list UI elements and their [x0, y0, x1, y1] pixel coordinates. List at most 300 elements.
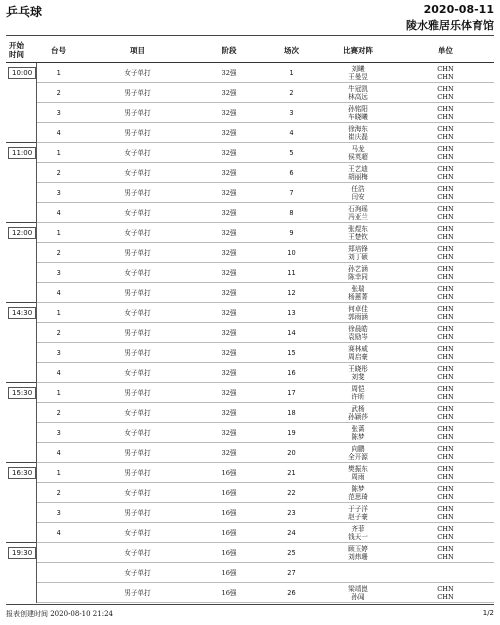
- stage-cell: 16强: [194, 463, 264, 483]
- unit-two: CHN: [437, 352, 454, 361]
- unit-two: CHN: [437, 252, 454, 261]
- unit-two: CHN: [437, 432, 454, 441]
- players-cell: [319, 523, 397, 543]
- players-cell: [319, 343, 397, 363]
- event-cell: 女子单打: [81, 303, 194, 323]
- event-cell: 女子单打: [81, 163, 194, 183]
- start-time: 15:30: [8, 387, 36, 399]
- match-no-cell: 26: [264, 583, 319, 603]
- players-cell: [319, 283, 397, 303]
- stage-cell: 32强: [194, 283, 264, 303]
- unit-two: CHN: [437, 192, 454, 201]
- table-row: [6, 103, 494, 123]
- schedule-table: [6, 38, 494, 603]
- players-cell: [319, 503, 397, 523]
- start-time-cell: [6, 323, 36, 343]
- unit-one: CHN: [437, 284, 454, 293]
- event-cell: 男子单打: [81, 583, 194, 603]
- event-cell: 男子单打: [81, 323, 194, 343]
- event-cell: 男子单打: [81, 123, 194, 143]
- unit-two: CHN: [437, 312, 454, 321]
- unit-two: CHN: [437, 552, 454, 561]
- player-two: 车晓曦: [348, 112, 368, 121]
- schedule-date: 2020-08-11: [423, 3, 494, 16]
- match-no-cell: 7: [264, 183, 319, 203]
- start-time: 12:00: [8, 227, 36, 239]
- unit-two: CHN: [437, 132, 454, 141]
- unit-cell: [397, 303, 494, 323]
- event-cell: 女子单打: [81, 563, 194, 583]
- player-one: 梁靖崑: [348, 584, 368, 593]
- venue-name: 陵水雅居乐体育馆: [406, 19, 494, 32]
- players-cell: [319, 203, 397, 223]
- start-time-cell: [6, 303, 36, 323]
- table-row: [6, 503, 494, 523]
- unit-two: CHN: [437, 72, 454, 81]
- start-time-cell: [6, 163, 36, 183]
- players-cell: [319, 583, 397, 603]
- match-no-cell: 20: [264, 443, 319, 463]
- unit-one: CHN: [437, 524, 454, 533]
- match-no-cell: 8: [264, 203, 319, 223]
- event-cell: 男子单打: [81, 83, 194, 103]
- players-cell: [319, 483, 397, 503]
- unit-one: CHN: [437, 324, 454, 333]
- player-one: 石洵瑶: [348, 204, 368, 213]
- unit-cell: [397, 263, 494, 283]
- players-cell: [319, 303, 397, 323]
- table-row: [6, 243, 494, 263]
- event-cell: 男子单打: [81, 243, 194, 263]
- stage-cell: 32强: [194, 443, 264, 463]
- unit-two: CHN: [437, 92, 454, 101]
- start-time-cell: [6, 243, 36, 263]
- table-no-cell: [36, 583, 81, 603]
- table-no-cell: 4: [36, 123, 81, 143]
- event-cell: 男子单打: [81, 103, 194, 123]
- player-two: 周雨: [351, 472, 365, 481]
- col-header-table-no: 台号: [36, 38, 81, 63]
- player-two: 全开源: [348, 452, 368, 461]
- start-time-cell: [6, 143, 36, 163]
- unit-cell: [397, 523, 494, 543]
- table-row: [6, 283, 494, 303]
- col-header-stage: 阶段: [194, 38, 264, 63]
- unit-cell: [397, 383, 494, 403]
- match-no-cell: 2: [264, 83, 319, 103]
- event-cell: 男子单打: [81, 283, 194, 303]
- unit-cell: [397, 283, 494, 303]
- table-row: [6, 363, 494, 383]
- unit-one: CHN: [437, 504, 454, 513]
- player-one: 于子洋: [348, 504, 368, 513]
- unit-two: CHN: [437, 152, 454, 161]
- player-two: 陈梦: [351, 432, 365, 441]
- unit-cell: [397, 143, 494, 163]
- player-one: 向鹏: [351, 444, 365, 453]
- unit-one: CHN: [437, 484, 454, 493]
- start-time-cell: [6, 583, 36, 603]
- player-one: 牛冠凯: [348, 84, 368, 93]
- unit-one: CHN: [437, 144, 454, 153]
- start-time-cell: [6, 523, 36, 543]
- unit-cell: [397, 343, 494, 363]
- match-no-cell: 1: [264, 63, 319, 83]
- unit-one: CHN: [437, 544, 454, 553]
- player-two: 林高远: [348, 92, 368, 101]
- table-no-cell: [36, 543, 81, 563]
- page-number: 1/2: [482, 609, 494, 617]
- player-one: 齐菲: [351, 524, 365, 533]
- unit-cell: [397, 403, 494, 423]
- start-time: 14:30: [8, 307, 36, 319]
- start-time-cell: [6, 363, 36, 383]
- players-cell: [319, 223, 397, 243]
- player-one: 樊振东: [348, 464, 368, 473]
- match-no-cell: 22: [264, 483, 319, 503]
- player-one: 郑培锋: [348, 244, 368, 253]
- header-divider: [6, 35, 494, 36]
- unit-cell: [397, 583, 494, 603]
- table-no-cell: 1: [36, 63, 81, 83]
- unit-cell: [397, 463, 494, 483]
- report-footer: [6, 604, 494, 619]
- table-no-cell: 2: [36, 163, 81, 183]
- player-two: 侯英超: [348, 152, 368, 161]
- player-two: 王楚钦: [348, 232, 368, 241]
- table-row: [6, 123, 494, 143]
- stage-cell: 32强: [194, 83, 264, 103]
- stage-cell: 32强: [194, 203, 264, 223]
- table-row: [6, 263, 494, 283]
- unit-one: CHN: [437, 84, 454, 93]
- table-row: [6, 383, 494, 403]
- start-time-cell: [6, 483, 36, 503]
- start-time-cell: [6, 183, 36, 203]
- player-two: 刘丁硕: [348, 252, 368, 261]
- table-no-cell: 1: [36, 383, 81, 403]
- start-time: 16:30: [8, 467, 36, 479]
- player-two: 郭雨涵: [348, 312, 368, 321]
- start-time-cell: [6, 403, 36, 423]
- unit-cell: [397, 483, 494, 503]
- match-no-cell: 5: [264, 143, 319, 163]
- unit-cell: [397, 243, 494, 263]
- table-no-cell: 1: [36, 223, 81, 243]
- unit-one: CHN: [437, 164, 454, 173]
- player-two: 许昕: [351, 392, 365, 401]
- sport-title: 乒乓球: [6, 5, 43, 19]
- unit-two: CHN: [437, 372, 454, 381]
- unit-cell: [397, 63, 494, 83]
- player-two: 袁励岑: [348, 332, 368, 341]
- table-row: [6, 583, 494, 603]
- event-cell: 男子单打: [81, 503, 194, 523]
- player-one: 徐海东: [348, 124, 368, 133]
- stage-cell: 32强: [194, 103, 264, 123]
- player-one: 顾玉婷: [348, 544, 368, 553]
- unit-one: CHN: [437, 244, 454, 253]
- players-cell: [319, 263, 397, 283]
- unit-cell: [397, 363, 494, 383]
- table-no-cell: 4: [36, 523, 81, 543]
- table-no-cell: 1: [36, 303, 81, 323]
- start-time-cell: [6, 203, 36, 223]
- player-one: 陈梦: [351, 484, 365, 493]
- unit-one: CHN: [437, 184, 454, 193]
- unit-two: CHN: [437, 212, 454, 221]
- players-cell: [319, 243, 397, 263]
- stage-cell: 16强: [194, 583, 264, 603]
- event-cell: 女子单打: [81, 423, 194, 443]
- player-two: 闫安: [351, 192, 365, 201]
- unit-cell: [397, 223, 494, 243]
- players-cell: [319, 443, 397, 463]
- unit-cell: [397, 443, 494, 463]
- event-cell: 男子单打: [81, 383, 194, 403]
- match-no-cell: 25: [264, 543, 319, 563]
- unit-two: CHN: [437, 412, 454, 421]
- unit-two: CHN: [437, 232, 454, 241]
- match-no-cell: 23: [264, 503, 319, 523]
- match-no-cell: 13: [264, 303, 319, 323]
- unit-one: CHN: [437, 104, 454, 113]
- table-row: [6, 343, 494, 363]
- unit-cell: [397, 103, 494, 123]
- unit-cell: [397, 123, 494, 143]
- table-no-cell: 4: [36, 203, 81, 223]
- stage-cell: 32强: [194, 383, 264, 403]
- event-cell: 女子单打: [81, 363, 194, 383]
- table-row: [6, 403, 494, 423]
- table-row: [6, 63, 494, 83]
- table-row: [6, 323, 494, 343]
- unit-cell: [397, 543, 494, 563]
- player-one: 周恺: [351, 384, 365, 393]
- unit-cell: [397, 163, 494, 183]
- match-no-cell: 27: [264, 563, 319, 583]
- table-no-cell: 2: [36, 243, 81, 263]
- stage-cell: 16强: [194, 503, 264, 523]
- table-no-cell: 2: [36, 323, 81, 343]
- start-time-cell: [6, 63, 36, 83]
- table-no-cell: 4: [36, 443, 81, 463]
- stage-cell: 32强: [194, 123, 264, 143]
- table-row: [6, 303, 494, 323]
- player-one: 武杨: [351, 404, 365, 413]
- match-no-cell: 12: [264, 283, 319, 303]
- table-no-cell: 1: [36, 143, 81, 163]
- table-row: [6, 223, 494, 243]
- players-cell: [319, 563, 397, 583]
- unit-cell: [397, 503, 494, 523]
- match-no-cell: 6: [264, 163, 319, 183]
- table-row: [6, 83, 494, 103]
- player-two: 范思琦: [348, 492, 368, 501]
- table-no-cell: [36, 563, 81, 583]
- player-two: 周启豪: [348, 352, 368, 361]
- table-no-cell: 3: [36, 503, 81, 523]
- start-time-cell: [6, 443, 36, 463]
- unit-two: CHN: [437, 172, 454, 181]
- match-no-cell: 16: [264, 363, 319, 383]
- start-time-cell: [6, 283, 36, 303]
- unit-two: CHN: [437, 472, 454, 481]
- player-one: 张煜东: [348, 224, 368, 233]
- table-header-row: [6, 38, 494, 63]
- player-two: 刘斐: [351, 372, 365, 381]
- players-cell: [319, 403, 397, 423]
- table-row: [6, 423, 494, 443]
- table-row: [6, 143, 494, 163]
- start-time-cell: [6, 503, 36, 523]
- col-header-start-time: 开始 时间: [6, 38, 36, 63]
- table-no-cell: 2: [36, 483, 81, 503]
- event-cell: 女子单打: [81, 203, 194, 223]
- players-cell: [319, 163, 397, 183]
- player-two: 杨蕙菁: [348, 292, 368, 301]
- start-time-cell: [6, 263, 36, 283]
- player-two: 崔庆磊: [348, 132, 368, 141]
- table-no-cell: 4: [36, 283, 81, 303]
- start-time-cell: [6, 103, 36, 123]
- match-no-cell: 21: [264, 463, 319, 483]
- player-one: 王晓彤: [348, 364, 368, 373]
- player-one: 任浩: [351, 184, 365, 193]
- stage-cell: 32强: [194, 423, 264, 443]
- player-two: 钱天一: [348, 532, 368, 541]
- player-two: 陈幸同: [348, 272, 368, 281]
- start-time-cell: [6, 223, 36, 243]
- players-cell: [319, 423, 397, 443]
- stage-cell: 32强: [194, 363, 264, 383]
- stage-cell: 32强: [194, 263, 264, 283]
- player-two: 胡丽梅: [348, 172, 368, 181]
- event-cell: 女子单打: [81, 143, 194, 163]
- start-time: 10:00: [8, 67, 36, 79]
- unit-cell: [397, 323, 494, 343]
- match-no-cell: 24: [264, 523, 319, 543]
- player-one: 张瑞: [351, 284, 365, 293]
- stage-cell: 32强: [194, 183, 264, 203]
- table-no-cell: 2: [36, 83, 81, 103]
- player-two: 孙闻: [351, 592, 365, 601]
- event-cell: 女子单打: [81, 263, 194, 283]
- unit-one: CHN: [437, 404, 454, 413]
- event-cell: 女子单打: [81, 483, 194, 503]
- event-cell: 女子单打: [81, 223, 194, 243]
- event-cell: 男子单打: [81, 343, 194, 363]
- unit-two: CHN: [437, 592, 454, 601]
- unit-one: CHN: [437, 224, 454, 233]
- created-timestamp: 报表创建时间 2020-08-10 21:24: [6, 610, 113, 618]
- unit-one: CHN: [437, 384, 454, 393]
- stage-cell: 16强: [194, 543, 264, 563]
- player-one: 徐晨皓: [348, 324, 368, 333]
- player-two: 王曼昱: [348, 72, 368, 81]
- start-time: 11:00: [8, 147, 36, 159]
- player-one: 王艺迪: [348, 164, 368, 173]
- unit-one: CHN: [437, 464, 454, 473]
- start-time-cell: [6, 543, 36, 563]
- players-cell: [319, 143, 397, 163]
- unit-two: CHN: [437, 272, 454, 281]
- unit-one: CHN: [437, 204, 454, 213]
- start-time-cell: [6, 123, 36, 143]
- col-header-event: 项目: [81, 38, 194, 63]
- unit-two: CHN: [437, 532, 454, 541]
- stage-cell: 16强: [194, 483, 264, 503]
- stage-cell: 32强: [194, 223, 264, 243]
- table-no-cell: 2: [36, 403, 81, 423]
- players-cell: [319, 123, 397, 143]
- table-row: [6, 523, 494, 543]
- stage-cell: 32强: [194, 303, 264, 323]
- start-time-cell: [6, 83, 36, 103]
- unit-cell: [397, 203, 494, 223]
- unit-two: CHN: [437, 492, 454, 501]
- player-two: 冯亚兰: [348, 212, 368, 221]
- player-one: 赛林威: [348, 344, 368, 353]
- match-no-cell: 18: [264, 403, 319, 423]
- match-no-cell: 11: [264, 263, 319, 283]
- player-one: 张蔷: [351, 424, 365, 433]
- unit-cell: [397, 423, 494, 443]
- unit-one: CHN: [437, 344, 454, 353]
- match-no-cell: 10: [264, 243, 319, 263]
- unit-two: CHN: [437, 292, 454, 301]
- stage-cell: 32强: [194, 163, 264, 183]
- match-no-cell: 3: [264, 103, 319, 123]
- table-row: [6, 563, 494, 583]
- start-time-cell: [6, 343, 36, 363]
- unit-cell: [397, 83, 494, 103]
- unit-one: CHN: [437, 304, 454, 313]
- stage-cell: 16强: [194, 563, 264, 583]
- unit-one: CHN: [437, 444, 454, 453]
- player-two: 孙颖莎: [348, 412, 368, 421]
- table-no-cell: 3: [36, 343, 81, 363]
- unit-one: CHN: [437, 584, 454, 593]
- players-cell: [319, 543, 397, 563]
- unit-one: CHN: [437, 64, 454, 73]
- stage-cell: 32强: [194, 143, 264, 163]
- match-no-cell: 14: [264, 323, 319, 343]
- stage-cell: 32强: [194, 343, 264, 363]
- start-time: 19:30: [8, 547, 36, 559]
- start-time-cell: [6, 383, 36, 403]
- players-cell: [319, 183, 397, 203]
- players-cell: [319, 463, 397, 483]
- unit-two: CHN: [437, 112, 454, 121]
- players-cell: [319, 383, 397, 403]
- player-one: 刘曦: [351, 64, 365, 73]
- table-no-cell: 4: [36, 363, 81, 383]
- unit-two: CHN: [437, 332, 454, 341]
- table-no-cell: 3: [36, 103, 81, 123]
- player-one: 孙艺涵: [348, 264, 368, 273]
- start-time-cell: [6, 423, 36, 443]
- col-header-unit: 单位: [397, 38, 494, 63]
- players-cell: [319, 363, 397, 383]
- unit-two: CHN: [437, 512, 454, 521]
- player-two: 赵子豪: [348, 512, 368, 521]
- start-time-cell: [6, 463, 36, 483]
- table-row: [6, 543, 494, 563]
- players-cell: [319, 323, 397, 343]
- table-no-cell: 3: [36, 263, 81, 283]
- unit-one: CHN: [437, 424, 454, 433]
